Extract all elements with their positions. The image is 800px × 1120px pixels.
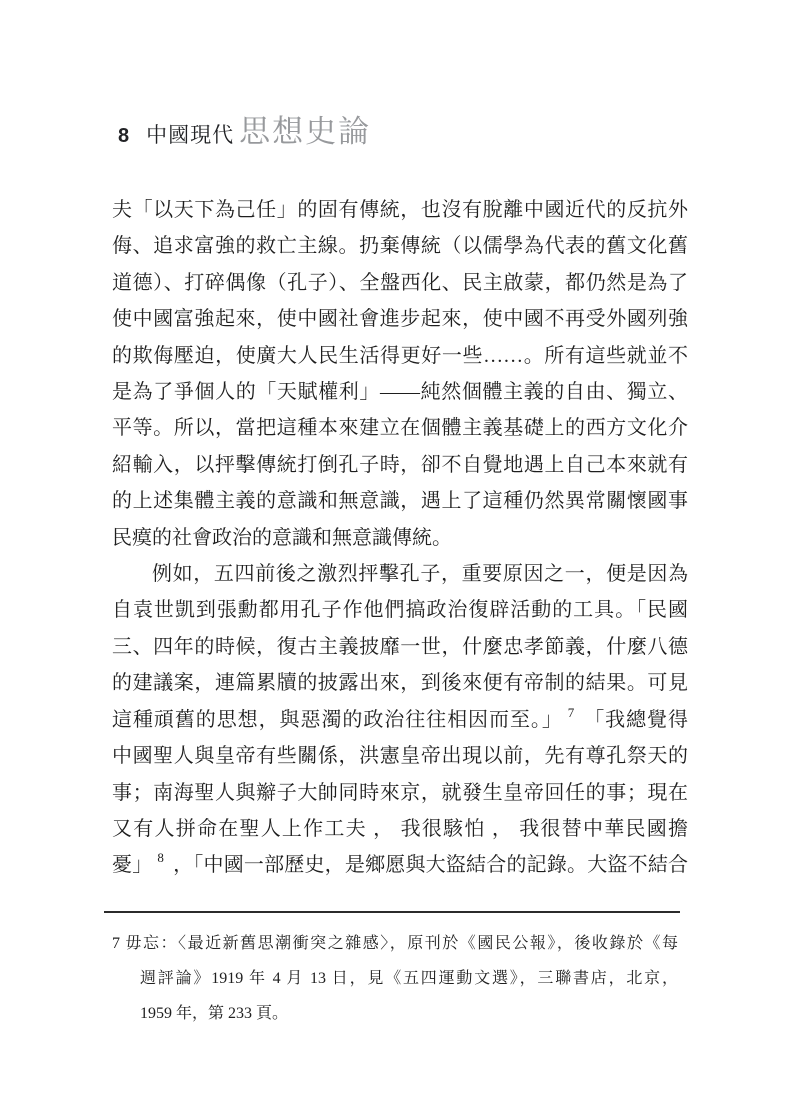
footnote-line: 7 毋忘：〈最近新舊思潮衝突之雜感〉，原刊於《國民公報》，後收錄於《每 bbox=[112, 935, 678, 952]
body-line: 三、四年的時候，復古主義披靡一世，什麼忠孝節義，什麼八德 bbox=[112, 635, 688, 658]
header-title: 中國現代 bbox=[146, 124, 235, 147]
header-title-calligraphy: 思想史論 bbox=[239, 114, 372, 150]
body-text bbox=[112, 192, 688, 884]
body-line: 平等。所以，當把這種本來建立在個體主義基礎上的西方文化介 bbox=[112, 417, 688, 440]
body-line: 又有人拼命在聖人上作工夫 ， 我很駭怕 ， 我很替中華民國擔 bbox=[112, 817, 688, 840]
body-line: 侮、追求富強的救亡主線。扔棄傳統（以儒學為代表的舊文化舊 bbox=[112, 235, 688, 258]
body-line: 自袁世凱到張勳都用孔子作他們搞政治復辟活動的工具。「民國 bbox=[112, 599, 688, 622]
body-line: 使中國富強起來，使中國社會進步起來，使中國不再受外國列強 bbox=[112, 308, 688, 331]
footnote-divider bbox=[104, 911, 680, 913]
footnote-ref: 8 bbox=[157, 850, 164, 866]
body-line: 夫「以天下為己任」的固有傳統，也沒有脫離中國近代的反抗外 bbox=[112, 199, 688, 221]
body-line: 這種頑舊的思想，與惡濁的政治往往相因而至。」 $^7$ 「我總覺得 bbox=[112, 704, 689, 731]
body-line: 紹輸入，以抨擊傳統打倒孔子時，卻不自覺地遇上自己本來就有 bbox=[112, 453, 688, 476]
body-line: 的上述集體主義的意識和無意識，遇上了這種仍然異常關懷國事 bbox=[112, 490, 688, 513]
body-line: 的建議案，連篇累牘的披露出來，到後來便有帝制的結果。可見 bbox=[112, 672, 688, 695]
footnote-line: 1959 年，第 233 頁。 bbox=[140, 1005, 289, 1022]
body-line: 道德）、打碎偶像（孔子）、全盤西化、民主啟蒙，都仍然是為了 bbox=[112, 271, 688, 294]
footnote-line: 週評論》1919 年 4 月 13 日，見《五四運動文選》，三聯書店，北京， bbox=[140, 970, 678, 987]
body-line: 民瘼的社會政治的意識和無意識傳統。 bbox=[112, 526, 452, 549]
body-line: 的欺侮壓迫，使廣大人民生活得更好一些……。所有這些就並不 bbox=[112, 344, 688, 367]
body-line: 憂」 $^8$ ，「中國一部歷史，是鄉愿與大盜結合的記錄。大盜不結合 bbox=[112, 850, 689, 877]
body-line: 是為了爭個人的「天賦權利」——純然個體主義的自由、獨立、 bbox=[112, 381, 688, 404]
footnote-ref: 7 bbox=[567, 704, 575, 720]
body-line: 中國聖人與皇帝有些關係，洪憲皇帝出現以前，先有尊孔祭天的 bbox=[112, 745, 688, 768]
footnote bbox=[112, 926, 678, 1031]
body-line: 事；南海聖人與辮子大帥同時來京，就發生皇帝回任的事；現在 bbox=[112, 781, 688, 804]
page-number: 8 bbox=[118, 125, 130, 147]
running-header bbox=[118, 106, 371, 151]
body-line: 例如，五四前後之激烈抨擊孔子，重要原因之一，便是因為 bbox=[152, 563, 688, 586]
